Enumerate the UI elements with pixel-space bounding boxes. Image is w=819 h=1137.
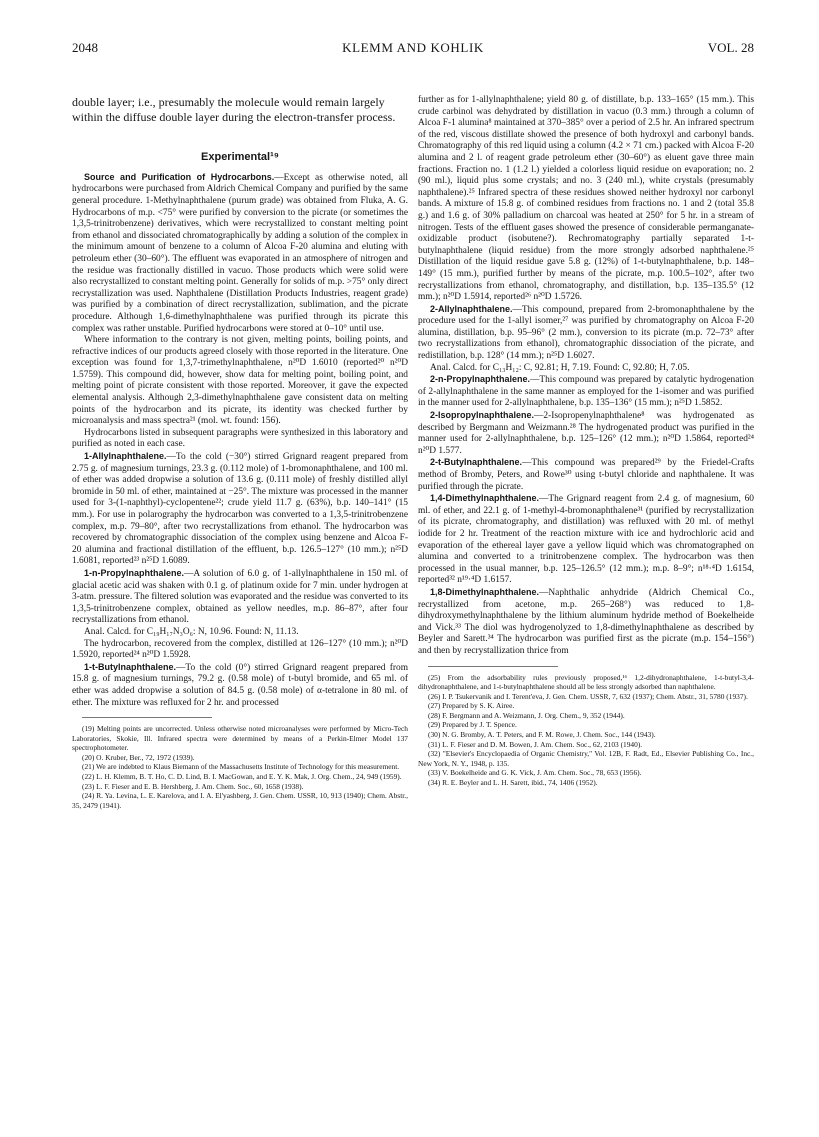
paragraph-text: —This compound was prepared by catalytic hydrogenation of 2-allylnaphthalene in the same manner as employed for the 1-isomer and was purified in the manner used for 2-allylnaphthalene, b.p. 135–136° (15 mm.); n²⁵D 1.5852. bbox=[418, 375, 754, 409]
footnote: (25) From the adsorbability rules previously proposed,¹⁶ 1,2-dihydronaphthalene, 1-t-butyl-3,4-dihydronaphthalene, and 1-t-butylnaphthalene should all be less strongly adsorbed than naphthalene. bbox=[418, 672, 754, 692]
paragraph-heading: Source and Purification of Hydrocarbons. bbox=[84, 171, 275, 182]
paragraph-text: —This compound, prepared from 2-bromonaphthalene by the procedure used for the 1-allyl isomer,²⁷ was purified by chromatography on Alcoa F-20 alumina, distillation, b.p. 95–96° (2 mm.), conversion to its picrate (m.p. 72–73° after two recrystallizations from ethanol), chromatographic dissociation of the picrate, and redistillation, b.p. 128° (14 mm.); n²⁵D 1.6027. bbox=[418, 304, 754, 362]
footnote: (34) R. E. Beyler and L. H. Sarett, ibid., 74, 1406 (1952). bbox=[428, 778, 598, 788]
paragraph bbox=[72, 568, 408, 627]
left-column bbox=[72, 95, 408, 810]
section-heading: Experimental¹⁹ bbox=[201, 151, 279, 164]
footnote: (24) R. Ya. Levina, L. E. Karelova, and I. A. El'yashberg, J. Gen. Chem. USSR, 10, 913 (1940); Chem. Abstr., 35, 2479 (1941). bbox=[72, 791, 408, 810]
footnote: (32) "Elsevier's Encyclopaedia of Organic Chemistry," Vol. 12B, F. Radt, Ed., Elsevier Publishing Co., Inc., New York, N. Y., 1948, p. 135. bbox=[418, 749, 754, 768]
paragraph-heading: 1,8-Dimethylnaphthalene. bbox=[430, 586, 540, 597]
lead-text: double layer; i.e., presumably the molecule would remain largely within the diffuse double layer during the electron-transfer process. bbox=[72, 95, 396, 124]
paragraph-heading: 2-Isopropylnaphthalene. bbox=[430, 410, 535, 421]
footnote: (27) Prepared by S. K. Airee. bbox=[428, 701, 515, 711]
paragraph-heading: 2-t-Butylnaphthalene. bbox=[430, 457, 523, 468]
footnote: (29) Prepared by J. T. Spence. bbox=[428, 720, 517, 730]
paragraph bbox=[418, 363, 754, 375]
paragraph bbox=[72, 451, 408, 568]
paragraph bbox=[72, 428, 408, 451]
paragraph-text: Anal. Calcd. for C₁₉H₁₇N₃O₆: N, 10.96. Found: N, 11.13. bbox=[84, 626, 299, 637]
paragraph bbox=[418, 304, 754, 363]
paragraph-text: —Naphthalic anhydride (Aldrich Chemical Co., recrystallized from acetone, m.p. 265–268°) was reduced to 1,8-dihydroxymethylnaphthalene by the lithium aluminum hydride method of Boekelheide and Vick.³³ The diol was hydrogenolyzed to 1,8-dimethylnaphthalene as described by Beyler and Sarett.³⁴ The hydrocarbon was purified first as the picrate (m.p. 154–156°) and then by recrystallization thrice from bbox=[418, 587, 754, 656]
left-footnotes bbox=[72, 724, 408, 810]
running-header bbox=[72, 40, 754, 62]
right-footnotes bbox=[418, 673, 754, 788]
paragraph-heading: 1-n-Propylnaphthalene. bbox=[84, 567, 185, 578]
paragraph-text: Hydrocarbons listed in subsequent paragraphs were synthesized in this laboratory and purified as noted in each case. bbox=[72, 427, 408, 450]
right-paragraphs bbox=[418, 95, 754, 658]
footnote: (30) N. G. Bromby, A. T. Peters, and F. M. Rowe, J. Chem. Soc., 144 (1943). bbox=[428, 730, 656, 740]
paragraph-text: —Except as otherwise noted, all hydrocarbons were purchased from Aldrich Chemical Company and purified by the same general procedure. 1-Methylnaphthalene (purum grade) was obtained from Fluka, A. G. Hydrocarbons of m.p. <75° were purified by conversion to the picrate (or sometimes the 1,3,5-trinitrobenzene) derivatives, which were recrystallized to constant melting point from ethanol and dissociated chromatographically by adding a solution of the complex in the minimum amount of benzene to a column of Alcoa F-20 alumina and eluting with petroleum ether (30–60°). The effluent was evaporated in an atmosphere of nitrogen and the residue was fractionally distilled in vacuo. Those products which were solid were also recrystallized to constant melting point. Generally for solids of m.p. >75° only direct recrystallization was used. Naphthalene (Distillation Products Industries, reagent grade) was purified by a combination of direct recrystallization, sublimation, and the picrate procedure. Although 1,6-dimethylnaphthalene was purified through its picrate this complex was rather unstable. Purified hydrocarbons were stored at 0–10° until use. bbox=[72, 172, 409, 334]
footnote-rule bbox=[82, 717, 212, 718]
right-column bbox=[418, 95, 754, 788]
paragraph-text: —The Grignard reagent from 2.4 g. of magnesium, 60 ml. of ether, and 22.1 g. of 1-methyl-4-bromonaphthalene³¹ (purified by recrystallization of its picrate, chromatography, and distillation) was refluxed with 20 ml. of methyl iodide for 2 hr. Treatment of the reaction mixture with ice and hydrochloric acid and evaporation of the ethereal layer gave a yellow liquid which was chromatographed on alumina and converted to a trinitrobenzene complex. The hydrocarbon was then processed in the usual manner, b.p. 125–126.5° (12 mm.); m.p. 8–9°; n¹⁸·⁴D 1.6154, reported³² n¹⁹·⁴D 1.6157. bbox=[418, 494, 754, 586]
paragraph-heading: 2-Allylnaphthalene. bbox=[430, 303, 513, 314]
paragraph bbox=[72, 172, 408, 335]
footnote: (31) L. F. Fieser and D. M. Bowen, J. Am. Chem. Soc., 62, 2103 (1940). bbox=[428, 739, 643, 749]
paragraph bbox=[418, 95, 754, 304]
paragraph-text: —2-Isopropenylnaphthalene⁸ was hydrogenated as described by Bergmann and Weizmann.²⁸ The hydrogenated product was purified in the manner used for 2-allylnaphthalene, b.p. 125–126° (12 mm.); n²⁰D 1.5864, reported²⁴ n²⁰D 1.577. bbox=[418, 411, 754, 456]
paragraph bbox=[418, 410, 754, 457]
footnote: (22) L. H. Klemm, B. T. Ho, C. D. Lind, B. I. MacGowan, and E. Y. K. Mak, J. Org. Chem., 24, 949 (1959). bbox=[82, 772, 402, 782]
paragraph-text: Where information to the contrary is not given, melting points, boiling points, and refractive indices of our products agreed closely with those reported in the literature. One exception was found for 1,3,7-trimethylnaphthalene, n²⁰D 1.6010 (reported²⁰ n²⁰D 1.5759). This compound did, however, show data for melting point, boiling point, and melting point of picrate consistent with those reported. Moreover, it gave the expected elemental analysis. Although 2,3-dimethylnaphthalene gave consistent data on melting points of the hydrocarbon and its picrate, its identity was checked further by microanalysis and mass spectra²¹ (mol. wt. found: 156). bbox=[72, 335, 408, 427]
paragraph bbox=[72, 335, 408, 428]
paragraph bbox=[418, 493, 754, 587]
footnote-rule bbox=[428, 666, 558, 667]
footnote: (20) O. Kruber, Ber., 72, 1972 (1939). bbox=[82, 752, 195, 762]
paragraph-text: —This compound was prepared²⁹ by the Friedel-Crafts method of Bromby, Peters, and Rowe³⁰ using t-butyl chloride and naphthalene. It was purified through the picrate. bbox=[418, 458, 754, 492]
paragraph-heading: 1-t-Butylnaphthalene. bbox=[84, 661, 177, 672]
footnote: (21) We are indebted to Klaus Biemann of the Massachusetts Institute of Technology for this measurement. bbox=[82, 762, 400, 772]
paragraph bbox=[418, 587, 754, 658]
footnote: (19) Melting points are uncorrected. Unless otherwise noted microanalyses were performed by Micro-Tech Laboratories, Skokie, Ill. Infrared spectra were determined by means of a Perkin-Elmer Model 137 spectrophotometer. bbox=[72, 724, 408, 753]
footnote: (26) I. P. Tsukervanik and I. Terent'eva, J. Gen. Chem. USSR, 7, 632 (1937); Chem. Abstr., 31, 5780 (1937). bbox=[428, 691, 748, 701]
paragraph-text: Anal. Calcd. for C₁₃H₁₂: C, 92.81; H, 7.19. Found: C, 92.80; H, 7.05. bbox=[430, 362, 690, 373]
paragraph-heading: 2-n-Propylnaphthalene. bbox=[430, 374, 531, 385]
paragraph bbox=[418, 457, 754, 493]
paragraph bbox=[72, 639, 408, 662]
paragraph-heading: 1-Allylnaphthalene. bbox=[84, 451, 167, 462]
paragraph bbox=[418, 374, 754, 410]
left-paragraphs bbox=[72, 172, 408, 709]
paragraph bbox=[72, 662, 408, 709]
paragraph-heading: 1,4-Dimethylnaphthalene. bbox=[430, 493, 540, 504]
volume-label: VOL. 28 bbox=[707, 40, 754, 55]
paragraph-text: The hydrocarbon, recovered from the complex, distilled at 126–127° (10 mm.); n²⁰D 1.5920, reported²⁴ n²⁰D 1.5928. bbox=[72, 638, 408, 661]
page-number: 2048 bbox=[72, 40, 98, 55]
footnote: (23) L. F. Fieser and E. B. Hershberg, J. Am. Chem. Soc., 60, 1658 (1938). bbox=[82, 781, 304, 791]
running-authors: KLEMM AND KOHLIK bbox=[342, 40, 484, 55]
paragraph bbox=[72, 627, 408, 639]
paragraph-text: —A solution of 6.0 g. of 1-allylnaphthalene in 150 ml. of glacial acetic acid was shaken with 0.1 g. of platinum oxide for 7 min. under hydrogen at 3-atm. pressure. The filtered solution was evaporated and the residue was converted to its 1,3,5-trinitrobenzene complex, obtained as yellow needles, m.p. 86–87°, after four recrystallizations from ethanol. bbox=[72, 568, 408, 626]
footnote: (28) F. Bergmann and A. Weizmann, J. Org. Chem., 9, 352 (1944). bbox=[428, 710, 625, 720]
footnote: (33) V. Boekelheide and G. K. Vick, J. Am. Chem. Soc., 78, 653 (1956). bbox=[428, 768, 642, 778]
paragraph-text: further as for 1-allylnaphthalene; yield 80 g. of distillate, b.p. 133–165° (15 mm.). This crude carbinol was dehydrated by distillation in vacuo (0.3 mm.) through a column of Alcoa F-1 alumina⁸ maintained at 370–385° over a period of 2.5 hr. An infrared spectrum of the red, viscous distillate showed the presence of both hydroxyl and carbonyl bands. Chromatography of this red liquid using a column (4.2 × 71 cm.) packed with Alcoa F-20 alumina and 2 l. of reagent grade petroleum ether (30–60°) as eluent gave three main fractions. Fraction no. 1 (1.2 l.) yielded a colorless liquid residue on evaporation; no. 2 (90 ml.), liquid plus some crystals; and no. 3 (240 ml.), white crystals (presumably naphthalene).²⁵ Infrared spectra of these residues showed neither hydroxyl nor carbonyl bands. A mixture of 15.8 g. of combined residues from fractions no. 1 and 2 (total 35.8 g.) and 1.6 g. of 30% palladium on charcoal was heated at 250° for 5 hr. in a stream of nitrogen. Tests of the effluent gases showed the presence of considerable permanganate-oxidizable product (isobutene?). Rechromatography partially separated 1-t-butylnaphthalene (liquid residue) from the more strongly adsorbed naphthalene.²⁵ Distillation of the liquid residue gave 5.8 g. (12%) of 1-t-butylnaphthalene, b.p. 148–149° (15 mm.), purified further by means of the picrate, m.p. 100.5–102°, after two recrystallizations from ethanol, chromatography, and distillation, b.p. 135–135.5° (12 mm.); n²⁰D 1.5914, reported²⁶ n²⁰D 1.5726. bbox=[418, 95, 754, 303]
paragraph-text: —To the cold (0°) stirred Grignard reagent prepared from 15.8 g. of magnesium turnings, 79.2 g. (0.58 mole) of t-butyl bromide, and 65 ml. of ether was added dropwise a solution of 84.5 g. (0.58 mole) of α-tetralone in 80 ml. of ether. The mixture was refluxed for 2 hr. and processed bbox=[72, 662, 408, 708]
paragraph-text: —To the cold (−30°) stirred Grignard reagent prepared from 2.75 g. of magnesium turnings, 23.3 g. (0.112 mole) of 1-bromonaphthalene, and 100 ml. of ether was added dropwise a solution of 13.6 g. (0.111 mole) of freshly distilled allyl bromide in 50 ml. of ether, maintained at −25°. The mixture was processed in the manner used for 3-(1-naphthyl)-cyclopentene²²; crude yield 11.7 g. (63%), b.p. 140–141° (15 mm.). For use in polarography the hydrocarbon was converted to a 1,3,5-trinitrobenzene complex, m.p. 79–80°, after two recrystallizations from ethanol. The hydrocarbon was recovered by chromatographic dissociation of the complex using benzene and Alcoa F-20 alumina and fractional distillation of the effluent, b.p. 126.5–127° (10 mm.); n²⁵D 1.6081, reported²³ n²⁵D 1.6089. bbox=[72, 452, 408, 567]
